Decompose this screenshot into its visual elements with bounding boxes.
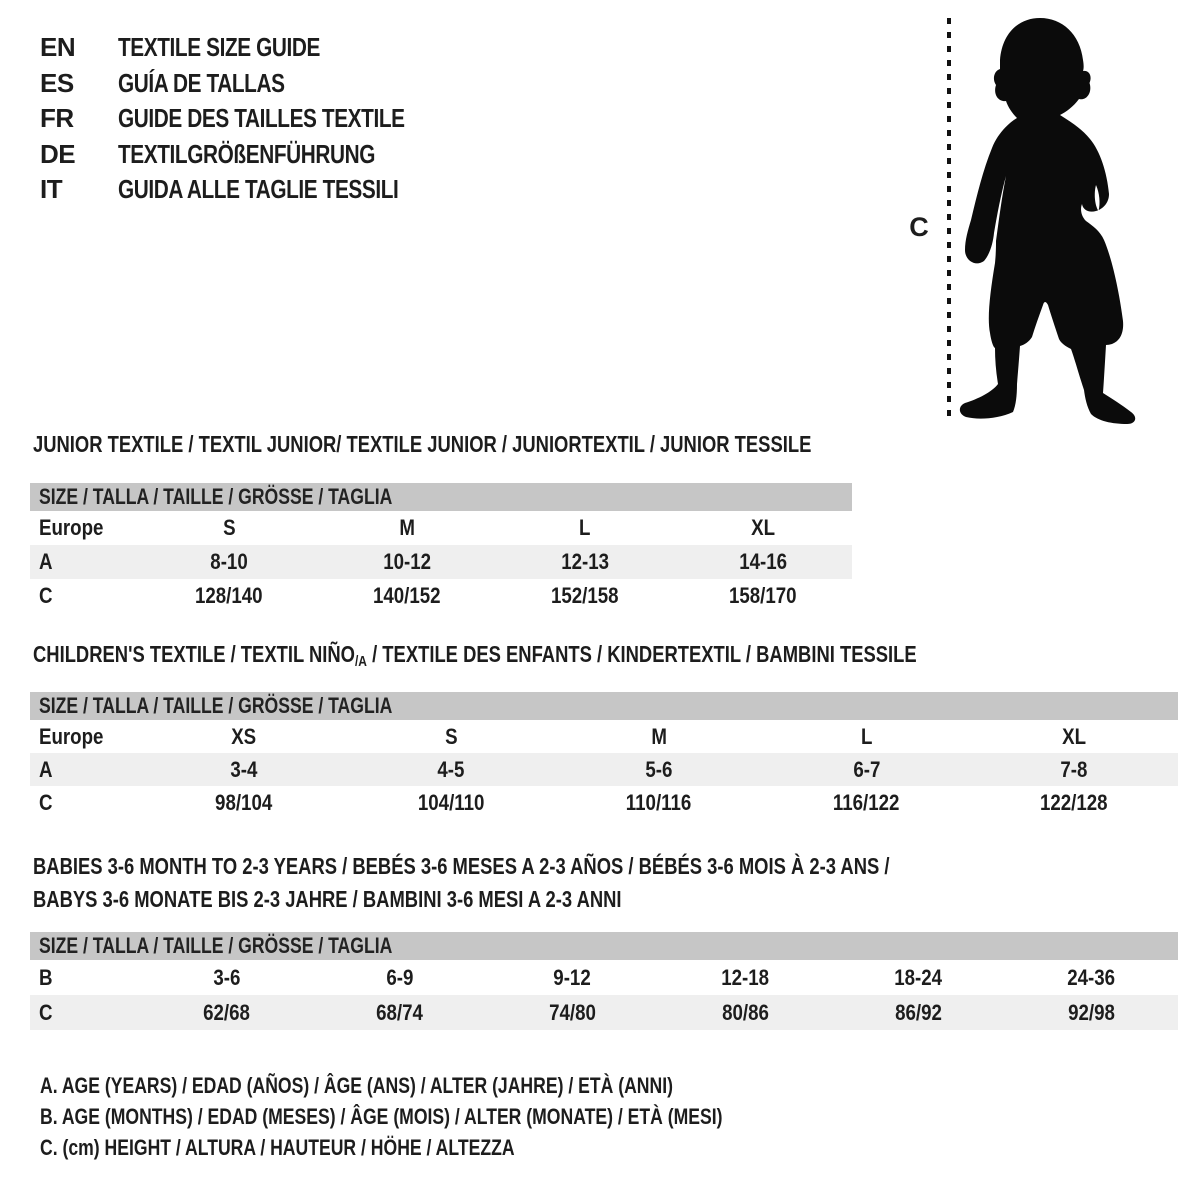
junior-section-heading [33, 430, 1006, 458]
table-cell: 12-18 [721, 964, 770, 990]
language-row-de [40, 137, 476, 173]
language-row-it [40, 172, 476, 208]
table-cell: 9-12 [553, 964, 592, 990]
table-row [30, 960, 1178, 995]
row-label: C [39, 999, 53, 1025]
table-row [30, 511, 852, 545]
table-cell: 92/98 [1068, 999, 1115, 1025]
table-cell: L [579, 515, 591, 540]
height-measure-label: C [909, 212, 929, 242]
table-cell: S [445, 723, 458, 749]
table-cell: 74/80 [549, 999, 596, 1025]
table-cell: 10-12 [383, 549, 431, 574]
table-cell: M [399, 515, 415, 540]
table-cell: 3-4 [230, 756, 258, 782]
table-cell: 98/104 [215, 789, 273, 815]
junior-heading-text: JUNIOR TEXTILE / TEXTIL JUNIOR/ TEXTILE JUNIOR / JUNIORTEXTIL / JUNIOR TESSILE [33, 431, 812, 457]
table-cell: M [651, 723, 667, 749]
table-cell: XL [751, 515, 775, 540]
babies-size-header-bar [30, 932, 1178, 960]
table-cell: 152/158 [551, 583, 619, 608]
junior-size-header-text: SIZE / TALLA / TAILLE / GRÖSSE / TAGLIA [39, 484, 393, 509]
children-heading-text: CHILDREN'S TEXTILE / TEXTIL NIÑO/A / TEXTILE DES ENFANTS / KINDERTEXTIL / BAMBINI TESSILE [33, 641, 917, 670]
language-title: TEXTILE SIZE GUIDE [118, 32, 320, 63]
table-cell: XS [231, 723, 257, 749]
table-cell: L [860, 723, 873, 749]
table-row [30, 579, 852, 613]
children-section-heading [33, 640, 1138, 672]
table-cell: 6-7 [853, 756, 881, 782]
language-code: DE [40, 138, 76, 169]
junior-size-table [30, 511, 852, 613]
children-size-header-text: SIZE / TALLA / TAILLE / GRÖSSE / TAGLIA [39, 693, 393, 718]
language-title: GUIDE DES TAILLES TEXTILE [118, 103, 405, 134]
row-label: A [39, 756, 53, 782]
language-code: ES [40, 67, 74, 98]
table-cell: 4-5 [437, 756, 465, 782]
language-code: EN [40, 32, 76, 63]
table-cell: 24-36 [1067, 964, 1116, 990]
table-cell: 3-6 [212, 964, 241, 990]
table-row [30, 995, 1178, 1030]
babies-heading-line2: BABYS 3-6 MONATE BIS 2-3 JAHRE / BAMBINI 3-6 MESI A 2-3 ANNI [33, 886, 622, 912]
table-cell: 62/68 [203, 999, 250, 1025]
junior-size-header-bar [30, 483, 852, 511]
nino-a-subscript: /A [354, 653, 367, 670]
babies-heading-line1: BABIES 3-6 MONTH TO 2-3 YEARS / BEBÉS 3-6 MESES A 2-3 AÑOS / BÉBÉS 3-6 MOIS À 2-3 ANS / [33, 853, 890, 879]
language-title: TEXTILGRÖßENFÜHRUNG [118, 138, 376, 169]
language-title: GUIDA ALLE TAGLIE TESSILI [118, 174, 399, 205]
language-row-en [40, 30, 476, 66]
table-cell: 110/116 [626, 789, 692, 815]
language-title-list [40, 30, 476, 208]
toddler-silhouette-image [950, 10, 1150, 430]
babies-section-heading [33, 850, 1104, 916]
row-label: A [39, 549, 53, 574]
table-cell: 104/110 [418, 789, 485, 815]
table-cell: 140/152 [373, 583, 441, 608]
language-row-es [40, 66, 476, 102]
row-label: Europe [39, 515, 104, 540]
language-code: IT [40, 174, 63, 205]
table-cell: 12-13 [561, 549, 609, 574]
table-cell: 14-16 [739, 549, 787, 574]
table-cell: 80/86 [722, 999, 769, 1025]
table-cell: 68/74 [376, 999, 423, 1025]
children-size-header-bar [30, 692, 1178, 720]
table-cell: 18-24 [894, 964, 943, 990]
row-label: C [39, 789, 53, 815]
table-cell: S [222, 515, 236, 540]
table-cell: 6-9 [385, 964, 414, 990]
babies-size-header-text: SIZE / TALLA / TAILLE / GRÖSSE / TAGLIA [39, 933, 393, 958]
children-size-table [30, 720, 1178, 819]
language-code: FR [40, 103, 74, 134]
table-cell: 122/128 [1040, 789, 1108, 815]
legend-line-c: C. (cm) HEIGHT / ALTURA / HAUTEUR / HÖHE / ALTEZZA [40, 1135, 515, 1160]
legend-line-a: A. AGE (YEARS) / EDAD (AÑOS) / ÂGE (ANS) / ALTER (JAHRE) / ETÀ (ANNI) [40, 1073, 673, 1098]
table-row [30, 720, 1178, 753]
table-cell: 86/92 [895, 999, 942, 1025]
row-label: B [39, 964, 53, 990]
babies-size-table [30, 960, 1178, 1030]
table-cell: 8-10 [210, 549, 248, 574]
table-cell: 128/140 [195, 583, 263, 608]
table-cell: XL [1062, 723, 1087, 749]
table-row [30, 786, 1178, 819]
table-cell: 158/170 [729, 583, 797, 608]
language-title: GUÍA DE TALLAS [118, 67, 285, 98]
legend-line-b: B. AGE (MONTHS) / EDAD (MESES) / ÂGE (MOIS) / ALTER (MONATE) / ETÀ (MESI) [40, 1104, 723, 1129]
language-row-fr [40, 101, 476, 137]
table-row [30, 753, 1178, 786]
table-cell: 7-8 [1060, 756, 1088, 782]
row-label: C [39, 583, 53, 608]
table-cell: 5-6 [645, 756, 673, 782]
measurement-legend [40, 1070, 893, 1163]
row-label: Europe [39, 723, 104, 749]
table-cell: 116/122 [833, 789, 900, 815]
table-row [30, 545, 852, 579]
